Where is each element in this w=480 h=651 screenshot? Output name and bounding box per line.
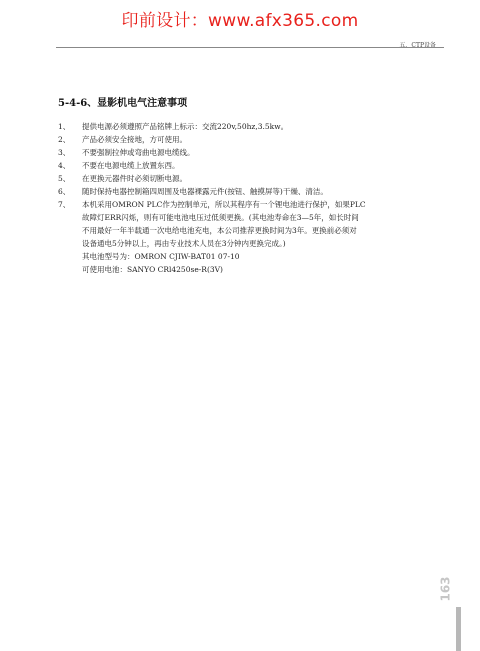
item-text: 随时保持电器控制箱四周围及电器裸露元件(按钮、触摸屏等)干燥、清洁。	[82, 187, 328, 196]
item-text: 产品必须安全接地，方可使用。	[82, 135, 187, 144]
list-item	[58, 159, 448, 172]
list-item	[58, 133, 448, 146]
section-title: 5-4-6、显影机电气注意事项	[58, 98, 188, 109]
item-number: 3、	[58, 148, 71, 157]
item-number: 5、	[58, 174, 71, 183]
item-text-line: 不用最好一年半载通一次电给电池充电，本公司推荐更换时间为3年。更换前必须对	[82, 226, 357, 235]
item-number: 1、	[58, 122, 71, 131]
watermark-text: 印前设计：www.afx365.com	[121, 11, 359, 31]
header-rule	[56, 47, 444, 48]
page-number: 163	[438, 576, 453, 602]
item-number: 7、	[58, 200, 71, 209]
list-item	[58, 172, 448, 185]
list-item	[58, 198, 448, 250]
page-edge-bar	[456, 607, 461, 651]
list-item	[58, 185, 448, 198]
item-text-line: 故障灯ERR闪烁，则有可能电池电压过低须更换。(其电池寿命在3—5年，如长时间	[82, 213, 359, 222]
item-text-line: 设备通电5分钟以上，再由专业技术人员在3分钟内更换完成。)	[82, 239, 286, 248]
battery-model: 其电池型号为：OMRON CJIW-BAT01 07-10	[82, 252, 240, 261]
precautions-list	[58, 120, 448, 276]
usable-battery: 可使用电池：SANYO CRl4250se-R(3V)	[82, 265, 223, 274]
item-text: 不要强制拉伸或弯曲电源电缆线。	[82, 148, 195, 157]
item-number: 4、	[58, 161, 71, 170]
item-text: 提供电源必须遵照产品铭牌上标示：交流220v,50hz,3.5kw。	[82, 122, 289, 131]
item-text: 不要在电源电缆上放置东西。	[82, 161, 180, 170]
running-header: 五、CTP设备	[399, 42, 436, 49]
item-number: 2、	[58, 135, 71, 144]
item-text-line: 本机采用OMRON PLC作为控制单元，所以其程序有一个锂电池进行保护，如果PLC	[82, 200, 366, 209]
list-item	[58, 146, 448, 159]
item-number: 6、	[58, 187, 71, 196]
item-text: 在更换元器件时必须切断电源。	[82, 174, 187, 183]
list-item	[58, 120, 448, 133]
